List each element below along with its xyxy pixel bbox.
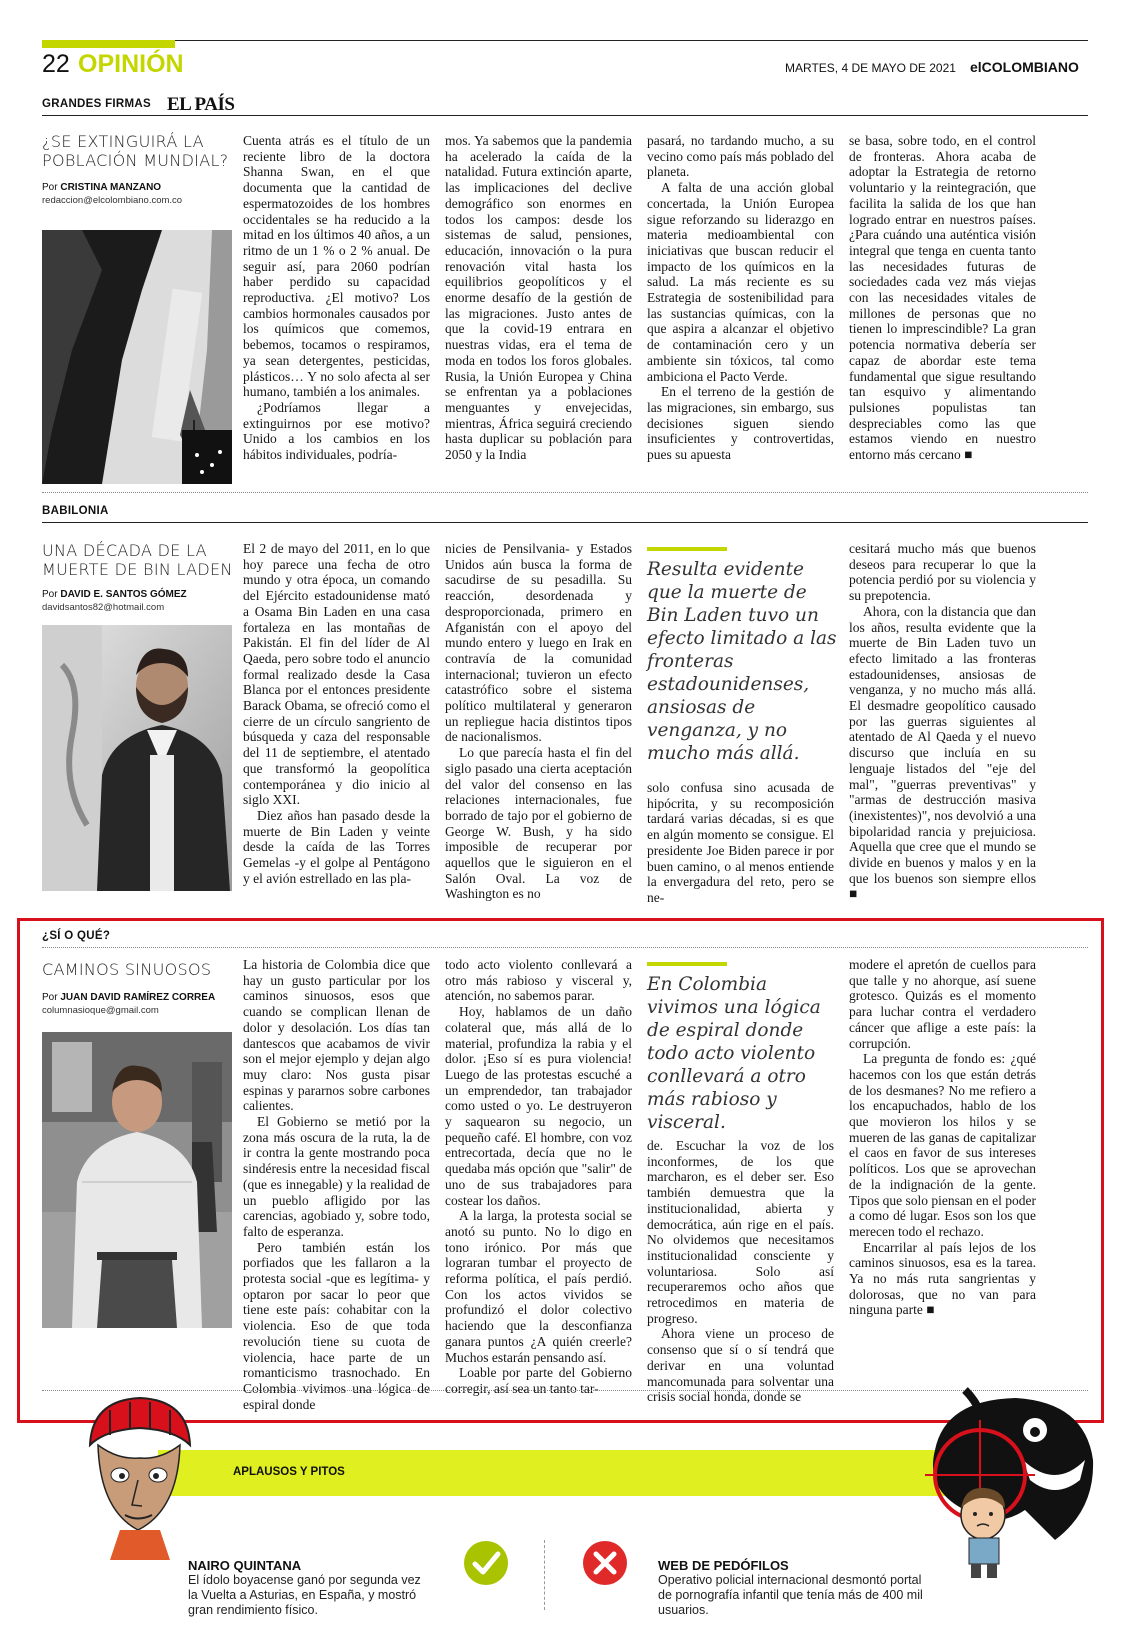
- paragraph: ¿Podríamos llegar a extinguirnos por ese motivo? Unido a los cambios en los hábitos individuales, podría-: [243, 399, 430, 463]
- article-column: [849, 133, 1036, 485]
- paragraph: Encarrilar al país lejos de los caminos sinuosos, esa es la tarea. Ya no más ruta sangrientas y dolorosas, que no van para ninguna parte ■: [849, 1239, 1036, 1318]
- author-name: JUAN DAVID RAMÍREZ CORREA: [60, 992, 216, 1003]
- article-column: [647, 133, 834, 485]
- paragraph: Lo que parecía hasta el fin del siglo pasado una cierta aceptación del valor del consenso en las relaciones internacionales, fue borrado de tajo por el gobierno de George W. Bush, y ha sido imposible de recuperar por aquellos que le siguieron en el Salón Oval. La voz de Washington es no: [445, 745, 632, 902]
- byline: [42, 992, 215, 1003]
- issue-date: MARTES, 4 DE MAYO DE 2021: [785, 61, 956, 75]
- author-portrait: [42, 625, 232, 891]
- paragraph: A falta de una acción global concertada, la Unión Europea sigue reforzando su liderazgo en materia medioambiental con iniciativas que buscan reducir el impacto de los químicos en la salud. La más reciente es su Estrategia de sostenibilidad para las sustancias químicas, con la que aspira a alcanzar el objetivo de contaminación cero y un ambiente sin tóxicos, tal como ambiciona el Pacto Verde.: [647, 180, 834, 384]
- pull-quote: En Colombia vivimos una lógica de espiral donde todo acto violento conllevará a otro más rabioso y visceral.: [647, 974, 821, 1133]
- paragraph: mos. Ya sabemos que la pandemia ha acelerado la caída de la natalidad. Futura extinción aparte, las implicaciones del declive demográfico son enormes en todos los campos: desde los sistemas de salud, pensiones, educación, innovación o la pura renovación vital hasta los equilibrios geopolíticos y el enorme desafío de la gestión de las migraciones. Justo antes de que la covid-19 entrara en nuestras vidas, era el tema de moda en todos los foros globales. Rusia, la Unión Europea y China se enfrentan ya a poblaciones menguantes y envejecidas, mientras, África seguirá creciendo hasta duplicar su población para 2050 y la India: [445, 133, 632, 463]
- paragraph: El Gobierno se metió por la zona más oscura de la ruta, la de ir contra la gente mostrando poca sindéresis entre la necesidad fiscal (que es innegable) y la realidad de un pueblo afligido por las carencias, agobiado y, sobre todo, falto de esperanza.: [243, 1114, 430, 1239]
- byline: [42, 182, 161, 193]
- section-rule: [42, 522, 1088, 523]
- byline-prefix: Por: [42, 992, 58, 1003]
- paragraph: Loable por parte del Gobierno corregir, así sea un tanto tar-: [445, 1365, 632, 1396]
- black-creature-with-crosshair: [905, 1390, 1100, 1580]
- paragraph: modere el apretón de cuellos para que talle y no ahorque, así suene grotesco. Quizás es el momento para luchar contra el verdadero cáncer que aflige a este país: la corrupción.: [849, 957, 1036, 1051]
- headline-line-2: POBLACIÓN MUNDIAL?: [42, 151, 229, 170]
- article-headline: [42, 960, 237, 979]
- article-divider: [42, 492, 1088, 493]
- section-rule: [42, 115, 1088, 116]
- article-column: [445, 957, 632, 1396]
- article-column: [849, 957, 1036, 1317]
- section-label-si-o-que: ¿SÍ O QUÉ?: [42, 930, 111, 942]
- article-column: [647, 1138, 834, 1405]
- section-rule: [42, 947, 1088, 948]
- pull-quote-accent-bar: [647, 962, 727, 966]
- fountain-pen-illustration: [42, 230, 232, 484]
- paragraph: Cuenta atrás es el título de un reciente libro de la doctora Shanna Swan, en el que documenta que la cantidad de espermatozoides de los hombres occidentales se ha reducido a la mitad en los últimos 40 años, a un ritmo de un 1 % o 2 % anual. De seguir así, para 2060 podrían haber perdido su capacidad reproductiva. ¿El motivo? Los cambios hormonales causados por los químicos que comemos, bebemos, tocamos o respiramos, ya sean detergentes, pesticidas, plásticos… Y no solo afecta al ser humano, también a los animales.: [243, 133, 430, 400]
- paragraph: La pregunta de fondo es: ¿qué hacemos con los que están detrás de los desmanes? No me refiero a los encapuchados, hablo de los que movieron los hilos y se mueren de las ganas de capitalizar el caos en favor de sus intereses políticos. Los que se aprovechan de la indignación de la gente. Tipos que solo piensan en el poder a como dé lugar. Esos son los que merecen todo el rechazo.: [849, 1051, 1036, 1239]
- el-pais-logo: EL PAÍS: [167, 94, 235, 115]
- author-email: davidsantos82@hotmail.com: [42, 602, 165, 613]
- byline-prefix: Por: [42, 589, 58, 600]
- byline: [42, 589, 187, 600]
- paragraph: de. Escuchar la voz de los inconformes, de los que marcharon, es el deber ser. Eso también demuestra que la institucionalidad, abierta y democrática, aún rige en el país. No olvidemos que necesitamos institucionalidad consciente y voluntariosa. Solo así recuperaremos ocho años que retrocedimos en materia de progreso.: [647, 1138, 834, 1326]
- check-icon: [463, 1540, 509, 1586]
- applause-text: El ídolo boyacense ganó por segunda vez la Vuelta a Asturias, en España, y mostró gran rendimiento físico.: [188, 1573, 421, 1617]
- article-column: [243, 133, 430, 485]
- paragraph: todo acto violento conllevará a otro más rabioso y visceral y, atención, no sabemos parar.: [445, 957, 632, 1004]
- byline-prefix: Por: [42, 182, 58, 193]
- author-portrait: [42, 1032, 232, 1328]
- headline-line-1: ¿SE EXTINGUIRÁ LA: [42, 132, 204, 151]
- article-column: [243, 541, 430, 891]
- paragraph: En el terreno de la gestión de las migraciones, sin embargo, sus decisiones siguen siendo insuficientes y controvertidas, pues su apuesta: [647, 384, 834, 463]
- section-label-babilonia: BABILONIA: [42, 505, 109, 517]
- author-name: CRISTINA MANZANO: [60, 182, 162, 193]
- header-top-rule: [42, 40, 1088, 41]
- paragraph: El 2 de mayo del 2011, en lo que hoy parece una fecha de otro mundo y otra época, un comando del Ejército estadounidense mató a Osama Bin Laden en una casa fortaleza en las montañas de Pakistán. El fin del líder de Al Qaeda, pero sobre todo el anuncio formal realizado desde la Casa Blanca por el entonces presidente Barack Obama, se ofreció como el cierre de un círculo sangriento de búsqueda y caza del responsable del 11 de septiembre, el atentado que transformó la geopolítica contemporánea y dio inicio al siglo XXI.: [243, 541, 430, 808]
- cyclist-caricature: [80, 1390, 200, 1560]
- headline-line-2: MUERTE DE BIN LADEN: [42, 560, 233, 579]
- paragraph: Ahora viene un proceso de consenso que sí o sí tendrá que derivar en una voluntad mancomunada para solventar una crisis social honda, donde se: [647, 1326, 834, 1405]
- paragraph: Pero también están los porfiados que les fallaron a la protesta social -que es legítima- y optaron por sacar lo peor que tiene este país: cohabitar con la violencia. Eso de que toda revolución tiene su cuota de violencia, hace parte de un romanticismo trasnochado. En Colombia vivimos una lógica de espiral donde: [243, 1239, 430, 1412]
- paragraph: se basa, sobre todo, en el control de fronteras. Ahora acaba de adoptar la Estrategia de retorno voluntario y la reintegración, que facilita la salida de los que han logrado entrar en nuestros países. ¿Para cuándo una auténtica visión integral que tenga en cuenta tanto las necesidades futuras de sociedades cada vez más viejas con las necesidades vitales de millones de personas que no tienen lo imprescindible? La gran potencia normativa debería ser capaz de abordar este tema fundamental que sigue resultando tan esquivo y alimentando pulsiones populistas tan despreciables como las que estamos viendo en nuestro entorno más cercano ■: [849, 133, 1036, 463]
- section-accent-bar: [42, 40, 175, 48]
- paragraph: Ahora, con la distancia que dan los años, resulta evidente que la muerte de Bin Laden tuvo un efecto limitado a las fronteras estadounidenses, ansiosas de venganza, y no mucho más allá. El desmadre geopolítico causado por las guerras siguientes al atentado de Al Qaeda y el nuevo discurso que incluía en su lenguaje listados del "eje del mal", "guerras preventivas" y "armas de destrucción masiva (inexistentes)", nos devolvió a una bipolaridad rancia y prejuiciosa. Aquella que cree que el mundo se divide en buenos y malos y en la que los buenos son siempre ellos ■: [849, 603, 1036, 902]
- paragraph: A la larga, la protesta social se anotó su punto. No lo digo en tono irónico. Por más que lograran tumbar el proyecto de reforma política, el país perdió. Con los actos vividos se profundizó el dolor colectivo haciendo que la desconfianza ganara puntos ¿A quién creerle? Muchos estarán pensando así.: [445, 1208, 632, 1365]
- x-icon: [582, 1540, 628, 1586]
- author-email: redaccion@elcolombiano.com.co: [42, 195, 183, 206]
- article-column: [647, 780, 834, 905]
- whistle-name: WEB DE PEDÓFILOS: [658, 1558, 789, 1573]
- applause-name: NAIRO QUINTANA: [188, 1558, 302, 1573]
- pull-quote-accent-bar: [647, 547, 727, 551]
- whistle-text: Operativo policial internacional desmontó portal de pornografía infantil que tenía más de 400 mil usuarios.: [658, 1573, 923, 1617]
- author-email: columnasioque@gmail.com: [42, 1005, 159, 1016]
- headline-line-1: CAMINOS SINUOSOS: [42, 960, 212, 979]
- article-column: [243, 957, 430, 1412]
- article-column: [849, 541, 1036, 902]
- paragraph: La historia de Colombia dice que hay un gusto particular por los caminos sinuosos, esos que cuando se complican llenan de dolor y desolación. Los días tan dantescos que acabamos de vivir son el mejor ejemplo y dejan algo muy claro: Nos gusta pisar espinas y pararnos sobre carbones calientes.: [243, 957, 430, 1114]
- article-column: [445, 133, 632, 485]
- paragraph: cesitará mucho más que buenos deseos para recuperar lo que la potencia perdió por su violencia y su prepotencia.: [849, 541, 1036, 604]
- paragraph: Hoy, hablamos de un daño colateral que, más allá de lo material, profundiza la rabia y el dolor. ¡Eso sí es pura violencia! Luego de las protestas escuché a un emprendedor, tan trabajador como usted o yo. Le destruyeron y saquearon su negocio, un pequeño café. El hombre, con voz entrecortada, decía que no le quedaba más opción que "salir" de uno de sus trabajadores para costear los daños.: [445, 1004, 632, 1208]
- paragraph: solo confusa sino acusada de hipócrita, y su recomposición tardará varias décadas, si es que en algún momento se consigue. El presidente Joe Biden parece ir por buen camino, o al menos entiende la envergadura del reto, pero se ne-: [647, 780, 834, 905]
- paragraph: pasará, no tardando mucho, a su vecino como país más poblado del planeta.: [647, 133, 834, 180]
- section-label-grandes-firmas: GRANDES FIRMAS: [42, 98, 151, 110]
- article-headline: [42, 132, 232, 170]
- aplausos-divider: [544, 1540, 545, 1610]
- headline-line-1: UNA DÉCADA DE LA: [42, 541, 207, 560]
- article-column: [445, 541, 632, 902]
- paragraph: Diez años han pasado desde la muerte de Bin Laden y veinte desde la caída de las Torres Gemelas -y el golpe al Pentágono y el avión estrellado en las pla-: [243, 807, 430, 886]
- newspaper-masthead: elCOLOMBIANO: [970, 59, 1079, 75]
- article-headline: [42, 541, 237, 579]
- aplausos-title: APLAUSOS Y PITOS: [233, 1466, 345, 1478]
- page-number: 22: [42, 50, 70, 78]
- section-title: OPINIÓN: [78, 50, 184, 78]
- paragraph: nicies de Pensilvania- y Estados Unidos aún busca la forma de sacudirse de su pesadilla. Su reacción, desordenada y desproporcionada, primero en Afganistán con el apoyo del mundo entero y luego en Irak en contravía de la comunidad internacional; tuvieron un efecto catastrófico sobre el sistema político multilateral y generaron un repliegue hacia distintos tipos de nacionalismos.: [445, 541, 632, 745]
- pull-quote: Resulta evidente que la muerte de Bin Laden tuvo un efecto limitado a las fronteras estadounidenses, ansiosas de venganza, y no mucho más allá.: [647, 559, 837, 764]
- author-name: DAVID E. SANTOS GÓMEZ: [60, 589, 187, 600]
